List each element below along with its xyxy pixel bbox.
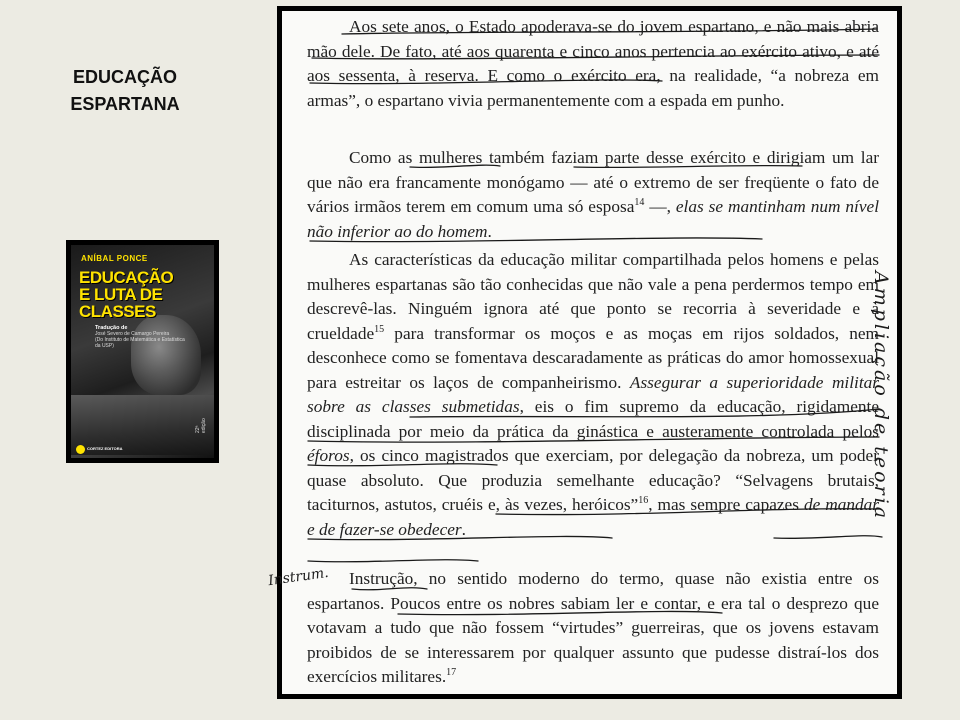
footnote-ref-16: 16 [638,495,649,507]
scanned-page-frame [267,6,902,699]
paragraph-3-emphasis-1: Assegurar a superioridade militar sobre as classes submetidas [307,372,879,416]
book-title-line-3: CLASSES [79,302,156,321]
book-translator: José Severo de Camargo Pereira [95,331,170,337]
paragraph-3 [307,248,879,542]
paragraph-4-text: Instrução, no sentido moderno do termo, quase não existia entre os espartanos. Poucos entre os nobres sabiam ler e contar, e era tal o desprezo que votavam a tudo que não fossem “virtudes” guerreiras, que os jovens estavam proibidos de se interessarem por qualquer assunto que pudesse distraí-los dos exercícios militares. [307,569,879,686]
paragraph-2-text-a: Como as mulheres também faziam parte desse exército e dirigiam um lar que não era francamente monógamo — até o extremo de ser freqüente o fato de vários irmãos terem em comum uma só esposa [307,148,879,216]
paragraph-2-text-c: . [487,221,492,241]
underline-stroke [308,560,478,562]
paragraph-1-text: Aos sete anos, o Estado apoderava-se do jovem espartano, e não mais abria mão dele. De fato, até aos quarenta e cinco anos pertencia ao exército ativo, e até aos sessenta, à reserva. E como o exército era, na realidade, “a nobreza em armas”, o espartano vivia permanentemente com a espada em punho. [307,17,879,110]
paragraph-3-emphasis-2: éforos [307,446,350,465]
book-title-line-2: E LUTA DE [79,285,163,304]
slide-title [40,64,210,118]
publisher-logo [76,445,122,454]
book-edition: 22ª edição [195,418,207,433]
slide-title-line-1: EDUCAÇÃO [72,67,177,87]
book-translator-note: (Do Instituto de Matemática e Estatística da USP) [95,337,185,349]
handwritten-left-note: Instrum. [267,564,330,590]
publisher-logo-icon [76,445,85,454]
scanned-page [267,11,897,694]
paragraph-3-emphasis-3: de mandar e de fazer-se obedecer [307,495,879,539]
handwritten-margin-note: Ampliação de teoria [870,271,892,522]
paragraph-3-text-e: , mas sempre capazes [648,495,804,514]
book-title [79,269,189,320]
footnote-ref-17: 17 [446,667,457,679]
book-translation [95,325,185,349]
book-author: ANÍBAL PONCE [81,254,148,263]
paragraph-1 [307,15,879,113]
paragraph-3-text-d: , os cinco magistrados que exerciam, por delegação da nobreza, um poder quase absoluto. Que produzia semelhante educação? “Selvagens brutais, taciturnos, astutos, cruéis e, às vezes, heróicos” [307,446,879,514]
book-cover-image [66,240,219,463]
paragraph-3-text-c: , eis o fim supremo da educação, rigidamente disciplinada por meio da prática da ginástica e austeramente controlada pelos [307,397,879,441]
footnote-ref-15: 15 [374,323,385,335]
paragraph-3-text-f: . [461,519,466,539]
slide-title-line-2: ESPARTANA [70,94,180,114]
book-cover-artwork [71,245,214,458]
publisher-name: CORTEZ EDITORA [87,446,123,452]
book-title-line-1: EDUCAÇÃO [79,268,174,287]
footnote-ref-14: 14 [634,197,645,209]
paragraph-2 [307,146,879,244]
paragraph-4 [307,567,879,690]
book-translation-label: Tradução de [95,325,128,331]
paragraph-3-text-a: As características da educação militar compartilhada pelos homens e pelas mulheres espartanas são tão conhecidas que não vale a pena perdermos tempo em descrevê-las. Ninguém ignora até que ponto se recorria à severidade e à crueldade [307,250,879,343]
paragraph-2-emphasis: elas se mantinham num nível não inferior ao do homem [307,197,879,241]
paragraph-2-text-b: —, [644,197,676,216]
paragraph-3-text-b: para transformar os moços e as moças em rijos soldados, nem desconhece como se fomentava descaradamente as práticas do amor homossexual para estreitar os laços de companheirismo. [307,323,879,392]
